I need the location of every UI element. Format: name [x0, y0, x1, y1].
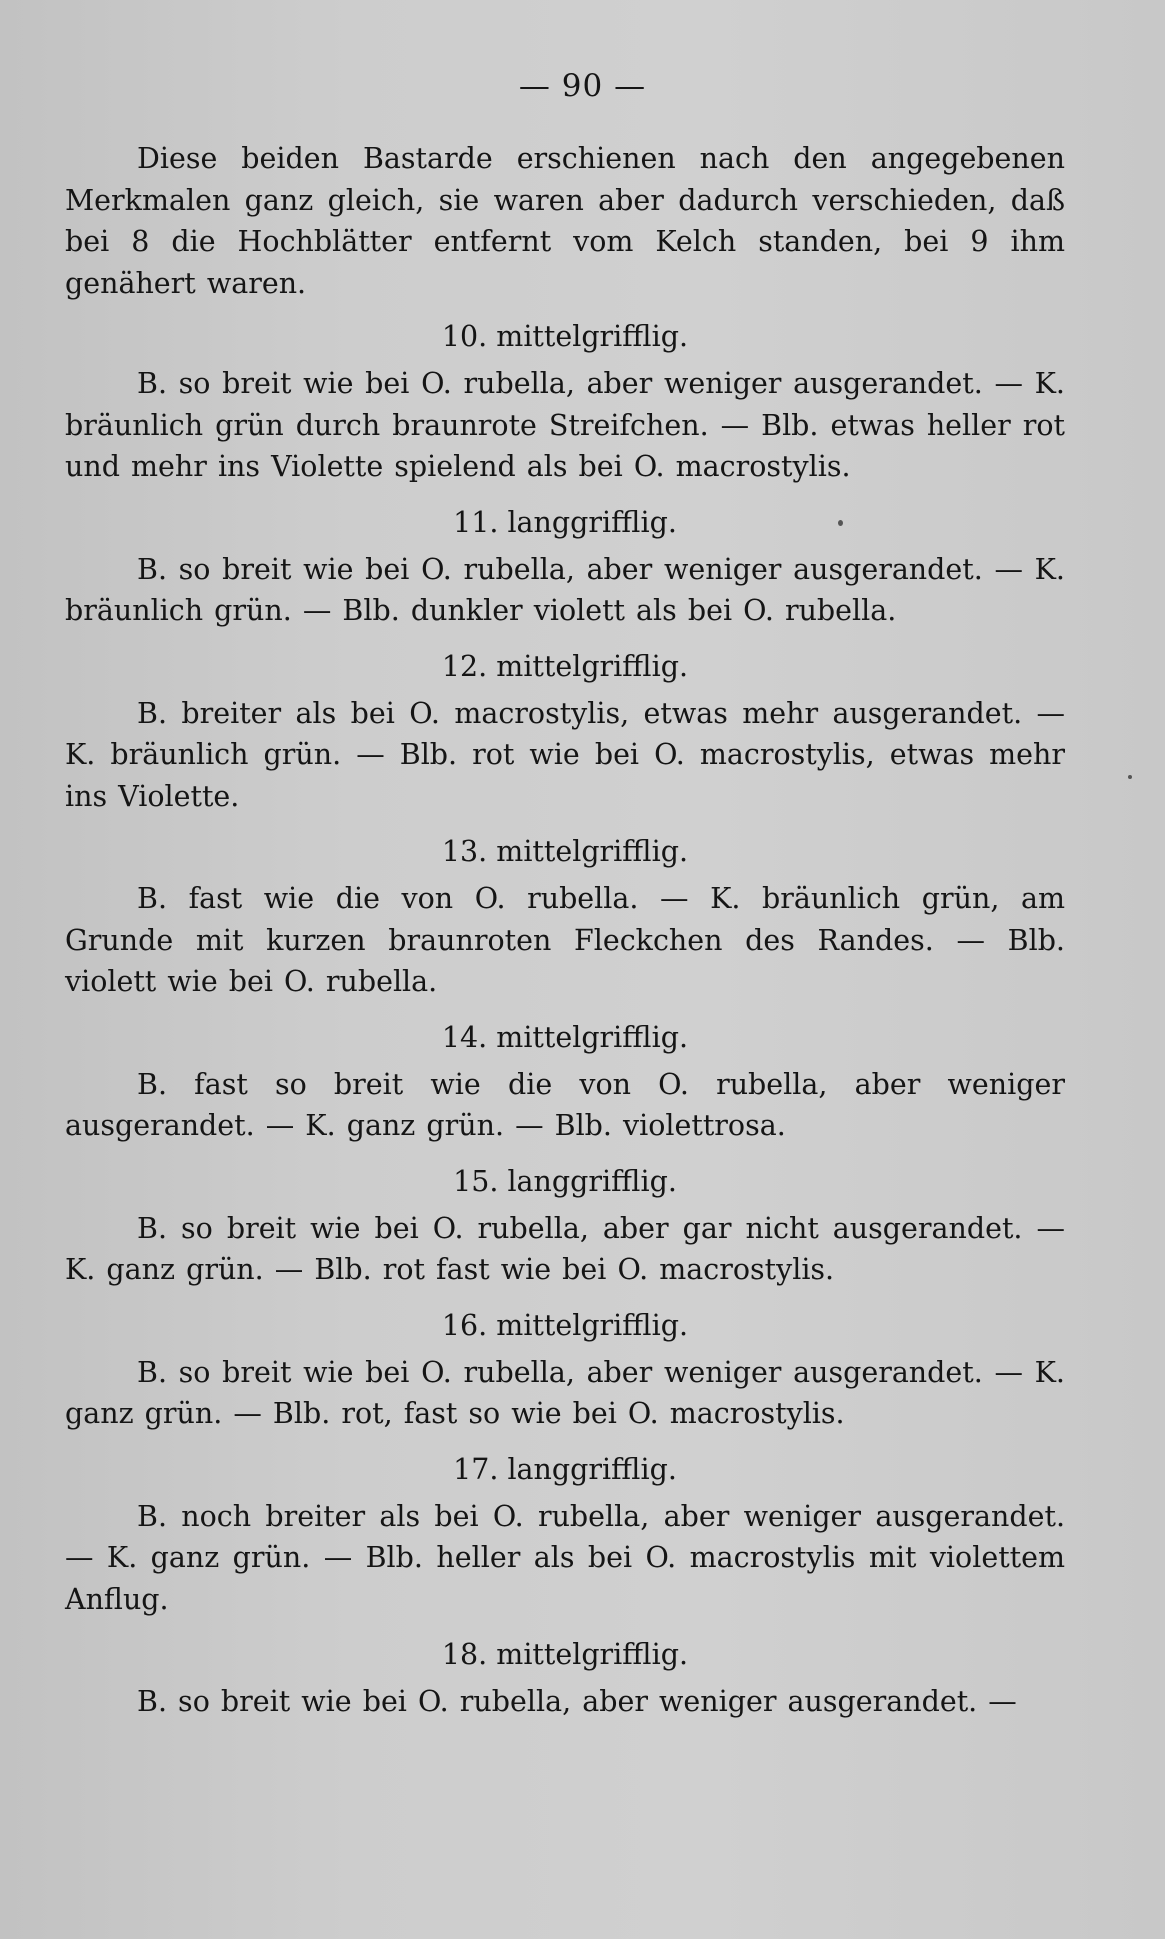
- entry-heading: 11. langgrifflig.: [453, 505, 677, 539]
- entry-heading: 14. mittelgrifflig.: [441, 1020, 689, 1054]
- print-speck: [1128, 775, 1132, 779]
- entry-heading: 16. mittelgrifflig.: [441, 1308, 689, 1342]
- print-speck: [838, 520, 843, 526]
- entry-text: B. so breit wie bei O. rubella, aber weniger ausgerandet. —: [137, 1685, 1017, 1718]
- entry-10: [65, 316, 1065, 488]
- entry-17: [65, 1449, 1065, 1621]
- entry-11: [65, 502, 1065, 632]
- intro-paragraph: Diese beiden Bastarde erschienen nach den angegebenen Merkmalen ganz gleich, sie waren aber dadurch verschieden, daß bei 8 die Hochblätter entfernt vom Kelch standen, bei 9 ihm genähert waren.: [65, 142, 1065, 300]
- entry-heading: 10. mittelgrifflig.: [441, 320, 689, 353]
- entry-heading: 13. mittelgrifflig.: [441, 835, 689, 868]
- entry-text: B. so breit wie bei O. rubella, aber weniger ausgerandet. — K. bräunlich grün durch braunrote Streifchen. — Blb. etwas heller rot und mehr ins Violette spielend als bei O. macrostylis.: [65, 367, 1065, 483]
- entry-text: B. so breit wie bei O. rubella, aber weniger ausgerandet. — K. bräunlich grün. — Blb. dunkler violett als bei O. rubella.: [65, 552, 1065, 627]
- page-number: — 90 —: [518, 68, 647, 104]
- entry-heading: 12. mittelgrifflig.: [441, 649, 689, 683]
- entry-16: [65, 1305, 1065, 1435]
- page-body: [65, 138, 1065, 1737]
- entry-heading: 15. langgrifflig.: [453, 1164, 677, 1198]
- entry-text: B. noch breiter als bei O. rubella, aber weniger ausgerandet. — K. ganz grün. — Blb. heller als bei O. macrostylis mit violettem Anflug.: [65, 1499, 1065, 1616]
- entry-text: B. so breit wie bei O. rubella, aber weniger ausgerandet. — K. ganz grün. — Blb. rot, fast so wie bei O. macrostylis.: [65, 1355, 1065, 1430]
- entry-18: [65, 1634, 1065, 1723]
- entry-text: B. fast wie die von O. rubella. — K. bräunlich grün, am Grunde mit kurzen braunroten Fleckchen des Randes. — Blb. violett wie bei O. rubella.: [65, 882, 1065, 998]
- entry-text: B. breiter als bei O. macrostylis, etwas mehr ausgerandet. — K. bräunlich grün. — Blb. rot wie bei O. macrostylis, etwas mehr ins Violette.: [65, 696, 1065, 813]
- entry-text: B. so breit wie bei O. rubella, aber gar nicht ausgerandet. — K. ganz grün. — Blb. rot fast wie bei O. macrostylis.: [65, 1211, 1065, 1286]
- entry-13: [65, 831, 1065, 1003]
- entry-14: [65, 1017, 1065, 1147]
- entry-text: B. fast so breit wie die von O. rubella, aber weniger ausgerandet. — K. ganz grün. — Blb. violettrosa.: [65, 1067, 1065, 1142]
- entry-15: [65, 1161, 1065, 1291]
- entry-heading: 18. mittelgrifflig.: [441, 1638, 689, 1671]
- entry-12: [65, 646, 1065, 818]
- entry-heading: 17. langgrifflig.: [453, 1452, 677, 1486]
